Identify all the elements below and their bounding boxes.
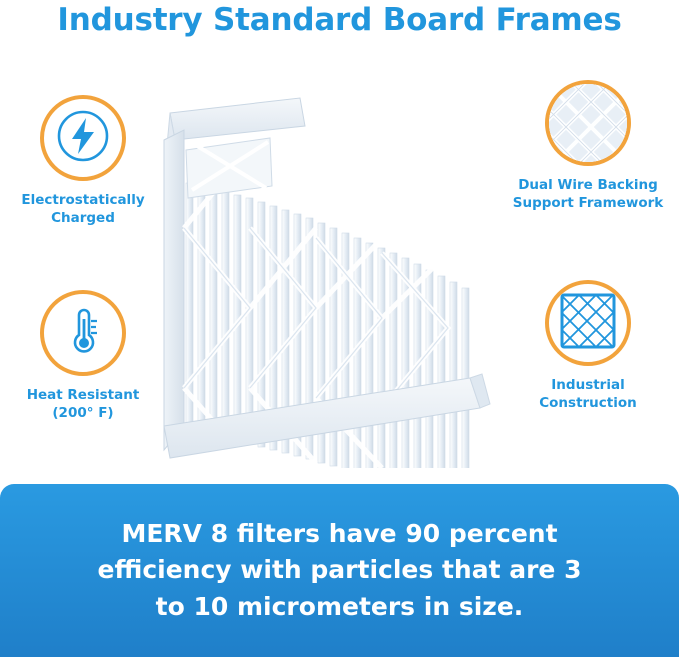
feature-icon-circle	[545, 280, 631, 366]
banner-text	[68, 516, 612, 625]
feature-icon-circle	[545, 80, 631, 166]
merv-info-banner	[0, 484, 679, 657]
feature-icon-circle	[40, 290, 126, 376]
feature-caption-line2: Charged	[51, 210, 115, 227]
feature-caption-line1: Dual Wire Backing	[518, 177, 658, 193]
feature-caption-line1: Heat Resistant	[26, 387, 140, 403]
grid-frame-icon	[558, 291, 618, 356]
page-title: Industry Standard Board Frames	[57, 2, 622, 38]
wire-mesh-photo-icon	[549, 84, 627, 162]
feature-caption	[505, 376, 671, 412]
feature-industrial-construction	[505, 280, 671, 412]
feature-dual-wire-backing	[505, 80, 671, 212]
lightning-bolt-icon	[56, 109, 110, 168]
feature-caption-line1: Electrostatically	[21, 192, 145, 208]
feature-caption-line1: Industrial	[551, 377, 625, 393]
product-image	[150, 78, 500, 468]
feature-electrostatically-charged	[8, 95, 158, 227]
banner-line3: to 10 micrometers in size.	[155, 591, 524, 621]
feature-heat-resistant	[8, 290, 158, 422]
feature-caption	[8, 386, 158, 422]
banner-line1: MERV 8 filters have 90 percent	[121, 519, 558, 549]
feature-caption	[505, 176, 671, 212]
feature-caption-line2: Construction	[539, 395, 637, 412]
thermometer-icon	[55, 303, 111, 364]
feature-icon-circle	[40, 95, 126, 181]
feature-caption-line2: Support Framework	[512, 195, 664, 212]
feature-caption-line2: (200° F)	[52, 405, 114, 422]
banner-line2: efficiency with particles that are 3	[97, 555, 582, 585]
feature-caption	[8, 191, 158, 227]
